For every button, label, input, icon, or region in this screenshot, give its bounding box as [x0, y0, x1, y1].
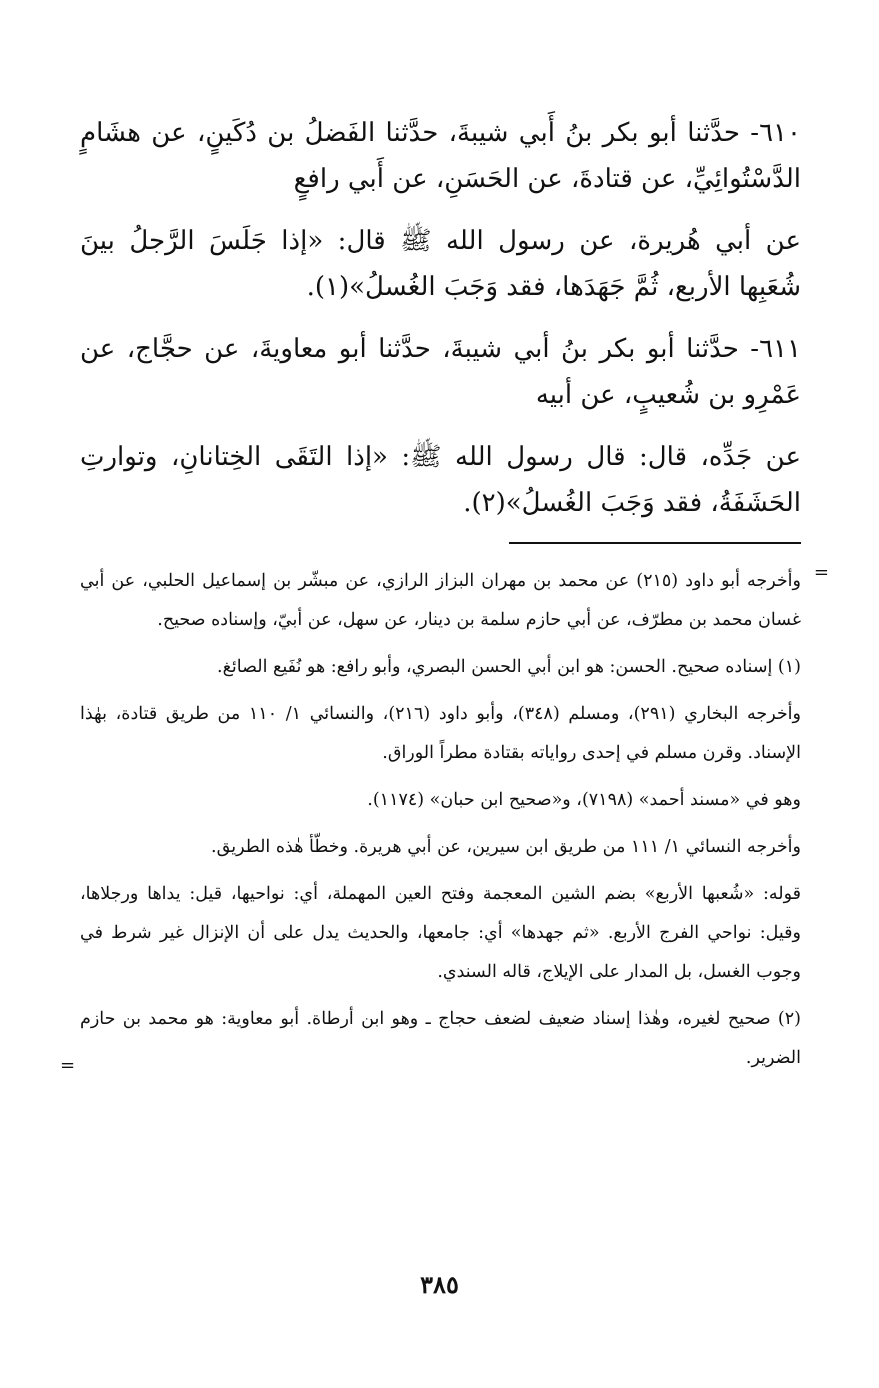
footnotes [60, 562, 829, 1078]
continuation-mark: = [813, 562, 829, 583]
hadith-610-text: عن أبي هُريرة، عن رسول الله ﷺ قال: «إذا جَلَسَ الرَّجلُ بينَ شُعَبِها الأربع، ثُمَّ جَهَدَها، فقد وَجَبَ الغُسلُ»(١). [80, 226, 801, 302]
book-page [60, 110, 829, 1388]
main-text [80, 110, 801, 526]
continuation-end-mark: = [60, 1055, 76, 1076]
footnote-2: (٢) صحيح لغيره، وهٰذا إسناد ضعيف لضعف حجاج ـ وهو ابن أرطاة. أبو معاوية: هو محمد بن حازم الضرير. [80, 1009, 801, 1068]
footnote-1-explanation: قوله: «شُعبها الأربع» بضم الشين المعجمة وفتح العين المهملة، أي: نواحيها، قيل: يداها ورجلاها، وقيل: نواحي الفرج الأربع. «ثم جهدها» أي: جامعها، والحديث يدل على أن الإنزال غير شرط في وجوب الغسل، بل المدار على الإيلاج، قاله السندي. [80, 884, 801, 982]
hadith-611-text: عن جَدِّه، قال: قال رسول الله ﷺ: «إذا التَقَى الخِتانانِ، وتوارتِ الحَشَفَةُ، فقد وَجَبَ الغُسلُ»(٢). [80, 442, 801, 518]
hadith-611-chain: ٦١١- حدَّثنا أبو بكر بنُ أبي شيبةَ، حدَّثنا أبو معاويةَ، عن حجَّاج، عن عَمْرِو بن شُعيبٍ، عن أبيه [80, 334, 801, 410]
footnote-1-musnad: وهو في «مسند أحمد» (٧١٩٨)، و«صحيح ابن حبان» (١١٧٤). [367, 790, 801, 810]
footnote-1: (١) إسناده صحيح. الحسن: هو ابن أبي الحسن البصري، وأبو رافع: هو نُفَيع الصائغ. [217, 657, 801, 677]
footnote-1-nasai: وأخرجه النسائي ١/ ١١١ من طريق ابن سيرين، عن أبي هريرة. وخطّأ هٰذه الطريق. [211, 837, 801, 857]
footnote-continuation: وأخرجه أبو داود (٢١٥) عن محمد بن مهران البزاز الرازي، عن مبشّر بن إسماعيل الحلبي، عن أبي غسان محمد بن مطرّف، عن أبي حازم سلمة بن دينار، عن سهل، عن أبيّ، وإسناده صحيح. [80, 571, 801, 630]
page-number: ٣٨٥ [420, 1270, 459, 1299]
hadith-610-chain: ٦١٠- حدَّثنا أبو بكر بنُ أَبي شيبةَ، حدَّثنا الفَضلُ بن دُكَينٍ، عن هشَامٍ الدَّسْتُوائِيِّ، عن قتادةَ، عن الحَسَنِ، عن أَبي رافعٍ [80, 118, 801, 194]
footnote-1-sources: وأخرجه البخاري (٢٩١)، ومسلم (٣٤٨)، وأبو داود (٢١٦)، والنسائي ١/ ١١٠ من طريق قتادة، بهٰذا الإسناد. وقرن مسلم في إحدى رواياته بقتادة مطراً الوراق. [80, 704, 801, 763]
footnote-separator [509, 542, 801, 544]
